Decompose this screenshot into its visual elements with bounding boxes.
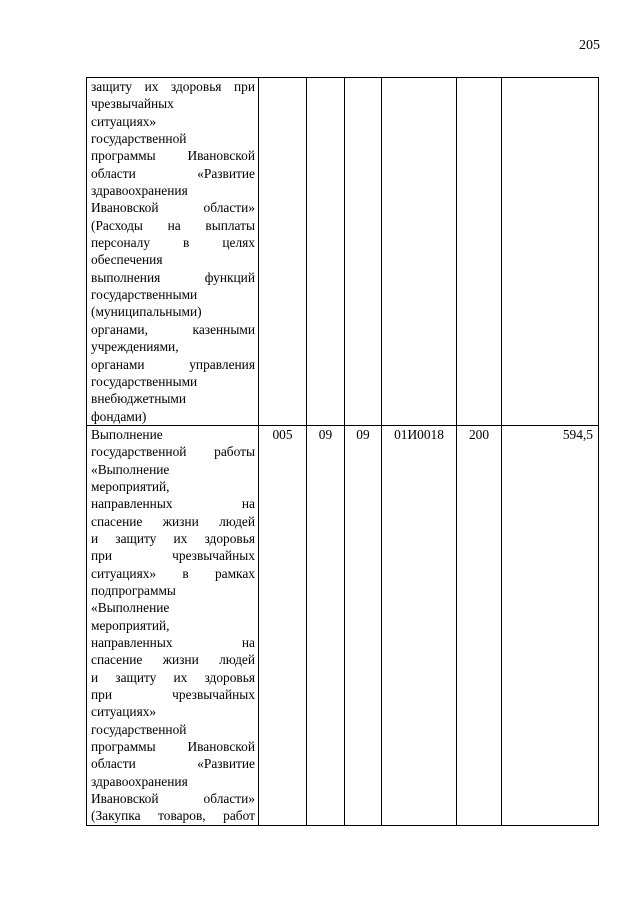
description-line: мероприятий, <box>91 478 170 494</box>
description-line: при чрезвычайных <box>91 548 255 564</box>
target-article-cell <box>382 78 457 426</box>
description-line: государственной работы <box>91 444 255 460</box>
description-line: Ивановской области» <box>91 200 255 216</box>
table-row <box>87 78 599 426</box>
description-line: «Выполнение <box>91 461 170 477</box>
description-line: Ивановской области» <box>91 791 255 807</box>
description-line: ситуациях» <box>91 704 157 720</box>
description-line: (Закупка товаров, работ <box>91 808 255 824</box>
description-line: государственными <box>91 287 198 303</box>
description-line: (муниципальными) <box>91 304 202 320</box>
description-line: (Расходы на выплаты <box>91 217 255 233</box>
description-line: направленных на <box>91 635 255 650</box>
amount-cell: 594,5 <box>502 425 599 825</box>
section-code-cell <box>307 78 345 426</box>
description-line: при чрезвычайных <box>91 687 255 703</box>
budget-table <box>86 77 599 826</box>
description-line: подпрограммы <box>91 582 176 598</box>
budget-table-body <box>87 78 599 826</box>
description-line: здравоохранения <box>91 183 188 199</box>
description-line: учреждениями, <box>91 339 179 355</box>
description-line: обеспечения <box>91 252 163 268</box>
description-line: защиту их здоровья при <box>91 79 255 94</box>
expense-type-cell <box>457 78 502 426</box>
description-line: и защиту их здоровья <box>91 669 255 685</box>
description-line: направленных на <box>91 496 255 512</box>
amount-cell <box>502 78 599 426</box>
subsection-code-cell: 09 <box>345 425 382 825</box>
description-line: области «Развитие <box>91 756 255 772</box>
subsection-code-cell <box>345 78 382 426</box>
description-line: мероприятий, <box>91 617 170 633</box>
description-line: Выполнение <box>91 426 163 442</box>
description-line: ситуациях» в рамках <box>91 565 255 581</box>
description-line: государственной <box>91 721 187 737</box>
description-line: и защиту их здоровья <box>91 530 255 546</box>
table-row <box>87 425 599 825</box>
row-description <box>87 78 259 426</box>
description-line: персоналу в целях <box>91 235 255 251</box>
section-code-cell: 09 <box>307 425 345 825</box>
description-line: «Выполнение <box>91 600 170 616</box>
expense-type-cell: 200 <box>457 425 502 825</box>
description-line: выполнения функций <box>91 269 255 285</box>
description-line: спасение жизни людей <box>91 652 255 668</box>
description-line: государственными <box>91 373 198 389</box>
description-line: чрезвычайных <box>91 96 174 112</box>
description-line: органами управления <box>91 356 255 372</box>
description-line: фондами) <box>91 408 147 424</box>
description-line: спасение жизни людей <box>91 513 255 529</box>
target-article-cell: 01И0018 <box>382 425 457 825</box>
description-line: ситуациях» <box>91 113 157 129</box>
description-line: программы Ивановской <box>91 739 255 755</box>
description-line: внебюджетными <box>91 391 187 407</box>
admin-code-cell <box>259 78 307 426</box>
page-number: 205 <box>579 38 600 53</box>
description-line: здравоохранения <box>91 773 188 789</box>
row-description <box>87 425 259 825</box>
description-line: области «Развитие <box>91 165 255 181</box>
description-line: программы Ивановской <box>91 148 255 164</box>
description-line: государственной <box>91 131 187 147</box>
admin-code-cell: 005 <box>259 425 307 825</box>
description-line: органами, казенными <box>91 321 255 337</box>
